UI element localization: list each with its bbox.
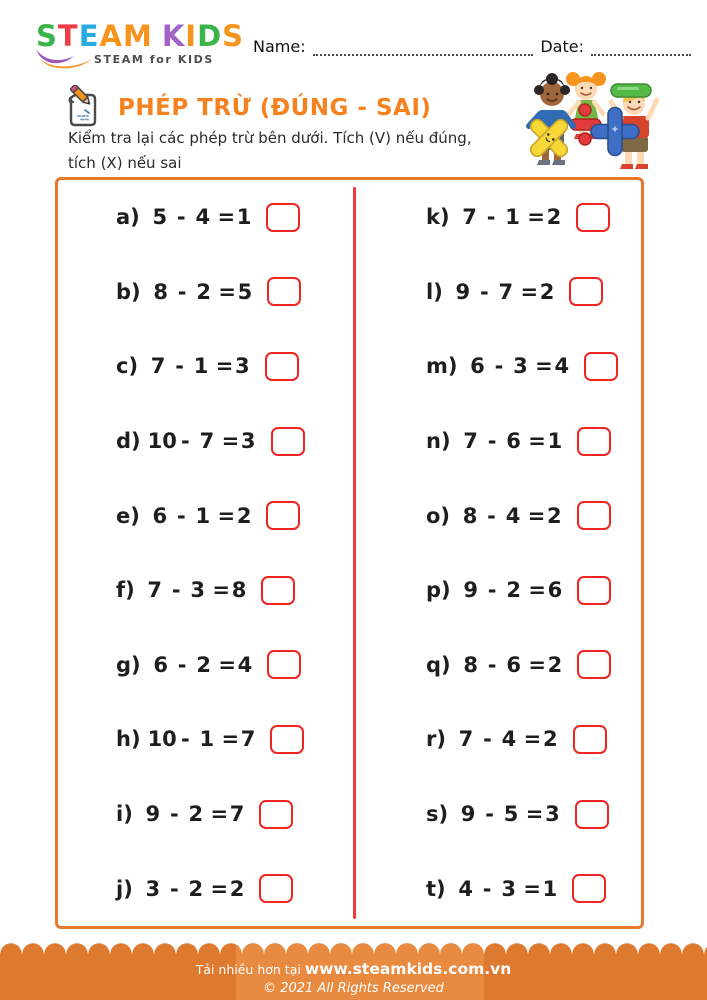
- logo-letter: S: [36, 19, 58, 53]
- problem-row-h: [58, 702, 353, 777]
- answer-checkbox-c[interactable]: [265, 352, 299, 381]
- logo-letter: I: [185, 19, 198, 53]
- problem-row-t: [356, 851, 641, 926]
- instructions: [68, 126, 498, 176]
- problem-row-f: [58, 553, 353, 628]
- logo-letter: D: [197, 19, 223, 53]
- answer-checkbox-a[interactable]: [266, 203, 300, 232]
- equation-text: b) 8 - 2 = 5: [116, 279, 253, 304]
- problem-row-k: [356, 180, 641, 255]
- footer-website-link[interactable]: www.steamkids.com.vn: [304, 960, 512, 978]
- page-title: PHÉP TRỪ (ĐÚNG - SAI): [118, 95, 432, 121]
- problem-row-m: [356, 329, 641, 404]
- answer-checkbox-m[interactable]: [584, 352, 618, 381]
- pencil-paper-icon: [62, 85, 110, 131]
- problem-row-d: [58, 404, 353, 479]
- answer-checkbox-g[interactable]: [267, 650, 301, 679]
- answer-checkbox-i[interactable]: [259, 800, 293, 829]
- equation-text: q) 8 - 6 = 2: [426, 652, 563, 677]
- answer-checkbox-k[interactable]: [576, 203, 610, 232]
- answer-checkbox-j[interactable]: [259, 874, 293, 903]
- footer-copyright: © 2021 All Rights Reserved: [263, 981, 444, 997]
- equation-text: e) 6 - 1 = 2: [116, 503, 252, 528]
- instructions-line1: Kiểm tra lại các phép trừ bên dưới. Tích (V) nếu đúng,: [68, 129, 472, 147]
- title-bar: [62, 85, 431, 131]
- logo-letter: K: [161, 19, 186, 53]
- problem-row-s: [356, 777, 641, 852]
- answer-checkbox-o[interactable]: [577, 501, 611, 530]
- problem-row-i: [58, 777, 353, 852]
- answer-checkbox-f[interactable]: [261, 576, 295, 605]
- answer-checkbox-l[interactable]: [569, 277, 603, 306]
- equation-text: c) 7 - 1 = 3: [116, 354, 250, 379]
- equation-text: i) 9 - 2 = 7: [116, 802, 245, 827]
- equation-text: t) 4 - 3 = 1: [426, 876, 558, 901]
- footer-more-text: Tải nhiều hơn tại: [195, 962, 301, 977]
- problem-row-a: [58, 180, 353, 255]
- equation-text: j) 3 - 2 = 2: [116, 876, 245, 901]
- equation-text: o) 8 - 4 = 2: [426, 503, 562, 528]
- problem-row-b: [58, 255, 353, 330]
- answer-checkbox-h[interactable]: [270, 725, 304, 754]
- equation-text: s) 9 - 5 = 3: [426, 802, 560, 827]
- equation-text: d) 10 - 7 = 3: [116, 429, 256, 454]
- equation-text: f) 7 - 3 = 8: [116, 578, 247, 603]
- problem-row-l: [356, 255, 641, 330]
- answer-checkbox-t[interactable]: [572, 874, 606, 903]
- logo-letter: S: [222, 19, 245, 53]
- answer-checkbox-s[interactable]: [575, 800, 609, 829]
- equation-text: a) 5 - 4 = 1: [116, 205, 252, 230]
- name-date-row: [253, 36, 691, 56]
- date-label: Date:: [540, 37, 584, 56]
- problem-row-n: [356, 404, 641, 479]
- logo-letter: E: [78, 19, 100, 53]
- equation-text: n) 7 - 6 = 1: [426, 429, 563, 454]
- problem-row-p: [356, 553, 641, 628]
- answer-checkbox-e[interactable]: [266, 501, 300, 530]
- steamkids-logo: [36, 19, 245, 73]
- footer-download-line: [0, 958, 707, 980]
- answer-checkbox-q[interactable]: [577, 650, 611, 679]
- footer-band: [0, 954, 707, 1000]
- equation-text: l) 9 - 7 = 2: [426, 279, 555, 304]
- instructions-line2: tích (X) nếu sai: [68, 153, 182, 172]
- problem-row-c: [58, 329, 353, 404]
- problem-row-o: [356, 478, 641, 553]
- logo-tagline: STEAM for KIDS: [94, 53, 214, 66]
- problem-row-q: [356, 628, 641, 703]
- equation-text: m) 6 - 3 = 4: [426, 354, 570, 379]
- equation-text: h) 10 - 1 = 7: [116, 727, 256, 752]
- problem-row-e: [58, 478, 353, 553]
- name-label: Name:: [253, 37, 306, 56]
- answer-checkbox-n[interactable]: [577, 427, 611, 456]
- kids-math-illustration: [513, 66, 661, 174]
- answer-checkbox-b[interactable]: [267, 277, 301, 306]
- name-input-line[interactable]: [313, 36, 534, 56]
- problem-row-j: [58, 851, 353, 926]
- answer-checkbox-p[interactable]: [577, 576, 611, 605]
- logo-letter: A: [99, 19, 123, 53]
- equation-text: p) 9 - 2 = 6: [426, 578, 563, 603]
- logo-letter: T: [57, 19, 79, 53]
- equation-text: g) 6 - 2 = 4: [116, 652, 253, 677]
- minus-symbol: [611, 84, 651, 97]
- answer-checkbox-r[interactable]: [573, 725, 607, 754]
- date-input-line[interactable]: [591, 36, 691, 56]
- equation-text: k) 7 - 1 = 2: [426, 205, 562, 230]
- logo-letter: M: [122, 19, 153, 53]
- answer-checkbox-d[interactable]: [271, 427, 305, 456]
- equation-text: r) 7 - 4 = 2: [426, 727, 558, 752]
- problems-box: [55, 177, 644, 929]
- problem-row-r: [356, 702, 641, 777]
- problem-row-g: [58, 628, 353, 703]
- problems-column-right: [356, 180, 641, 926]
- problems-column-left: [58, 180, 353, 926]
